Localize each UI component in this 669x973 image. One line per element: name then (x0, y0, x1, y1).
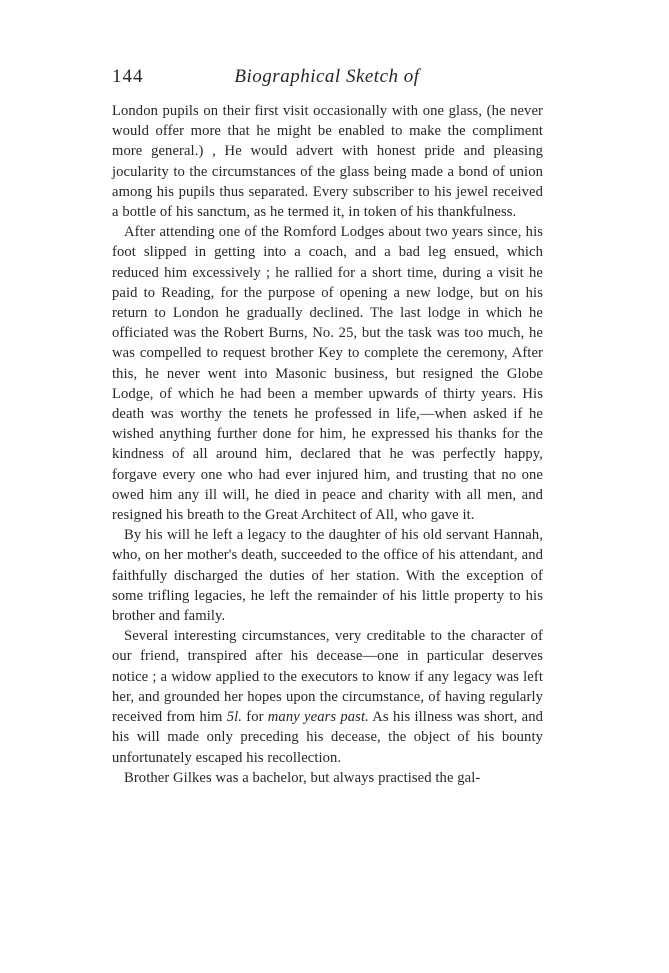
page-header (112, 66, 542, 96)
paragraph (112, 768, 543, 788)
paragraph-text: As his illness was short, and his will made only preceding his decease, the object of his bounty unfortunately escaped his recollection. (112, 709, 543, 766)
body-text (112, 101, 543, 788)
italic-text: many years past. (267, 709, 369, 726)
paragraph-text: Brother Gilkes was a bachelor, but always practised the gal- (124, 769, 481, 786)
paragraph (112, 101, 543, 222)
paragraph (112, 222, 543, 525)
running-title: Biographical Sketch of (234, 66, 420, 87)
paragraph-text: London pupils on their first visit occasionally with one glass, (he never would offer more that he might be enabled to make the compliment more general.) , He would advert with honest pride and pleasing jocularity to the circumstances of the glass being made a bond of union among his pupils thus separated. Every subscriber to his jewel received a bottle of his sanctum, as he termed it, in token of his thankfulness. (112, 103, 543, 221)
paragraph (112, 626, 543, 767)
italic-text: 5l. (226, 709, 242, 726)
page-number: 144 (112, 66, 144, 87)
paragraph-text: After attending one of the Romford Lodges about two years since, his foot slipped in getting into a coach, and a bad leg ensued, which reduced him excessively ; he rallied for a short time, during a visit he paid to Reading, for the purpose of opening a new lodge, but on his return to London he gradually declined. The last lodge in which he officiated was the Robert Burns, No. 25, but the task was too much, he was compelled to request brother Key to complete the ceremony, After this, he never went into Masonic business, but resigned the Globe Lodge, of which he had been a member upwards of thirty years. His death was worthy the tenets he professed in life,—when asked if he wished anything further done for him, he expressed his thanks for the kindness of all around him, declared that he was perfectly happy, forgave every one who had ever injured him, and trusting that no one owed him any ill will, he died in peace and charity with all men, and resigned his breath to the Great Architect of All, who gave it. (112, 224, 543, 524)
paragraph-text: By his will he left a legacy to the daughter of his old servant Hannah, who, on her mother's death, succeeded to the office of his attendant, and faithfully discharged the duties of her station. With the exception of some trifling legacies, he left the remainder of his little property to his brother and family. (112, 527, 543, 625)
paragraph-text: for (242, 709, 268, 726)
paragraph-text: Several interesting circumstances, very creditable to the character of our friend, transpired after his decease—one in particular deserves notice ; a widow applied to the executors to know if any legacy was left her, and grounded her hopes upon the circumstance, of having regularly received from him (112, 628, 543, 726)
paragraph (112, 525, 543, 626)
